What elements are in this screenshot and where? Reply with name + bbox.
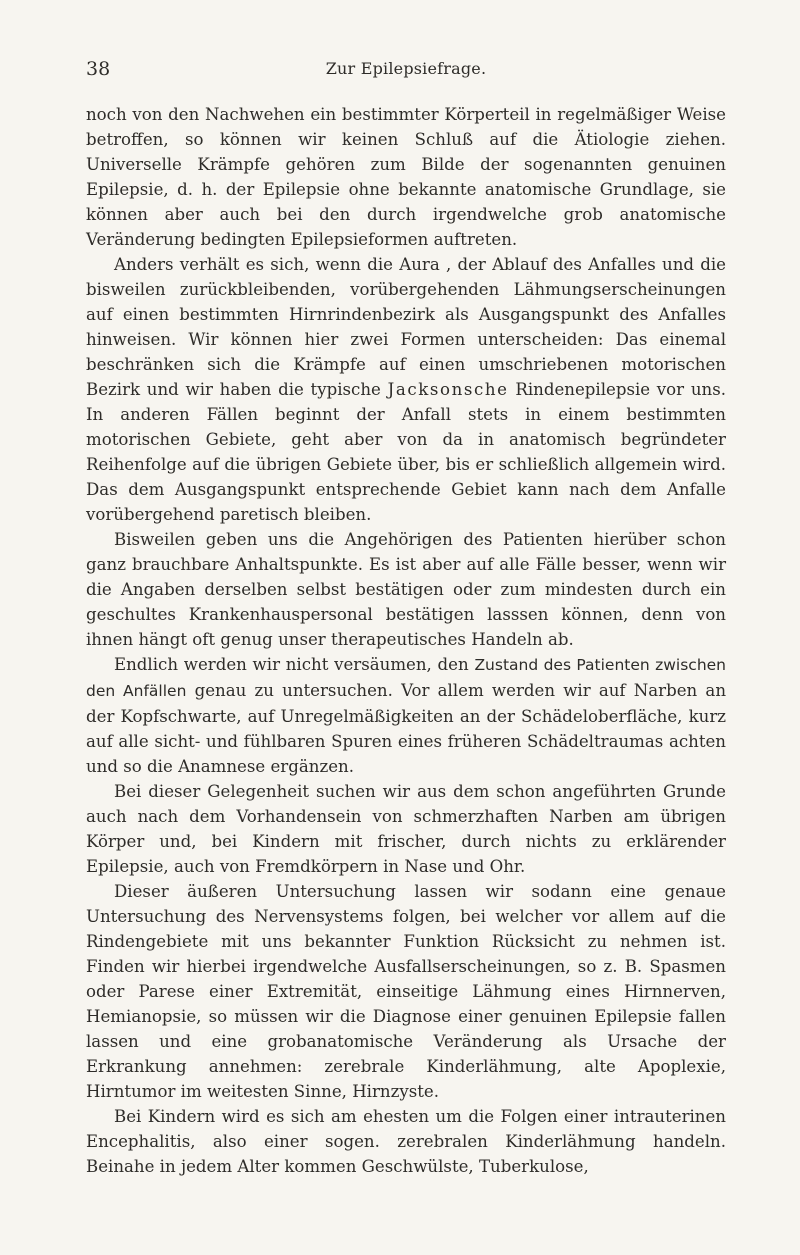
emphasized-name: Jacksonsche xyxy=(387,380,509,399)
running-title: Zur Epilepsiefrage. xyxy=(325,59,487,78)
paragraph-2-text: Anders verhält es sich, wenn die Aura , der Ablauf des Anfalles und die bisweilen zurückbleibenden, vorübergehenden Lähmungserscheinungen auf einen bestimmten Hirnrindenbezirk als Ausgangspunkt des Anfalles hinweisen. Wir können hier zwei Formen unterscheiden: Das einemal beschränken sich die Krämpfe auf einen umschriebenen motorischen Bezirk und wir haben die typische xyxy=(86,255,726,399)
page-header xyxy=(86,56,726,86)
page-number: 38 xyxy=(86,58,111,80)
paragraph-2-text-after: Rindenepilepsie vor uns. In anderen Fällen beginnt der Anfall stets in einem bestimmten motorischen Gebiete, geht aber von da in anatomisch begründeter Reihenfolge auf die übrigen Gebiete über, bis er schließlich allgemein wird. Das dem Ausgangspunkt entsprechende Gebiet kann nach dem Anfalle vorübergehend paretisch bleiben. xyxy=(86,380,726,524)
body-text xyxy=(86,102,726,1179)
paragraph-5-text: Bei dieser Gelegenheit suchen wir aus dem schon angeführten Grunde auch nach dem Vorhandensein von schmerzhaften Narben am übrigen Körper und, bei Kindern mit frischer, durch nichts zu erklärender Epilepsie, auch von Fremdkörpern in Nase und Ohr. xyxy=(86,782,726,876)
paragraph-3-text: Bisweilen geben uns die Angehörigen des Patienten hierüber schon ganz brauchbare Anhaltspunkte. Es ist aber auf alle Fälle besser, wenn wir die Angaben derselben selbst bestätigen oder zum mindesten durch ein geschultes Krankenhauspersonal bestätigen lasssen können, denn von ihnen hängt oft genug unser therapeutisches Handeln ab. xyxy=(86,530,726,649)
paragraph-6 xyxy=(86,879,726,1104)
paragraph-6-text: Dieser äußeren Untersuchung lassen wir sodann eine genaue Untersuchung des Nervensystems folgen, bei welcher vor allem auf die Rindengebiete mit uns bekannter Funktion Rücksicht zu nehmen ist. Finden wir hierbei irgendwelche Ausfallserscheinungen, so z. B. Spasmen oder Parese einer Extremität, einseitige Lähmung eines Hirnnerven, Hemianopsie, so müssen wir die Diagnose einer genuinen Epilepsie fallen lassen und eine grobanatomische Veränderung als Ursache der Erkrankung annehmen: zerebrale Kinderlähmung, alte Apoplexie, Hirntumor im weitesten Sinne, Hirnzyste. xyxy=(86,882,726,1101)
paragraph-5 xyxy=(86,779,726,879)
paragraph-3 xyxy=(86,527,726,652)
paragraph-4-text-after: genau zu untersuchen. Vor allem werden wir auf Narben an der Kopfschwarte, auf Unregelmäßigkeiten an der Schädeloberfläche, kurz auf alle sicht- und fühlbaren Spuren eines früheren Schädeltraumas achten und so die Anamnese ergänzen. xyxy=(86,681,727,776)
paragraph-1 xyxy=(86,102,726,252)
paragraph-2 xyxy=(86,252,726,527)
paragraph-4-text: Endlich werden wir nicht versäumen, den xyxy=(114,655,469,674)
paragraph-7-text: Bei Kindern wird es sich am ehesten um die Folgen einer intrauterinen Encephalitis, also einer sogen. zerebralen Kinderlähmung handeln. Beinahe in jedem Alter kommen Geschwülste, Tuberkulose, xyxy=(86,1107,726,1176)
book-page xyxy=(86,56,726,1179)
paragraph-7 xyxy=(86,1104,726,1179)
paragraph-4 xyxy=(86,652,726,779)
paragraph-1-text: noch von den Nachwehen ein bestimmter Körperteil in regelmäßiger Weise betroffen, so können wir keinen Schluß auf die Ätiologie ziehen. Universelle Krämpfe gehören zum Bilde der sogenannten genuinen Epilepsie, d. h. der Epilepsie ohne bekannte anatomische Grundlage, sie können aber auch bei den durch irgendwelche grob anatomische Veränderung bedingten Epilepsieformen auftreten. xyxy=(86,105,726,249)
emphasized-phrase: Zustand des Patienten zwischen den Anfällen xyxy=(86,656,727,700)
